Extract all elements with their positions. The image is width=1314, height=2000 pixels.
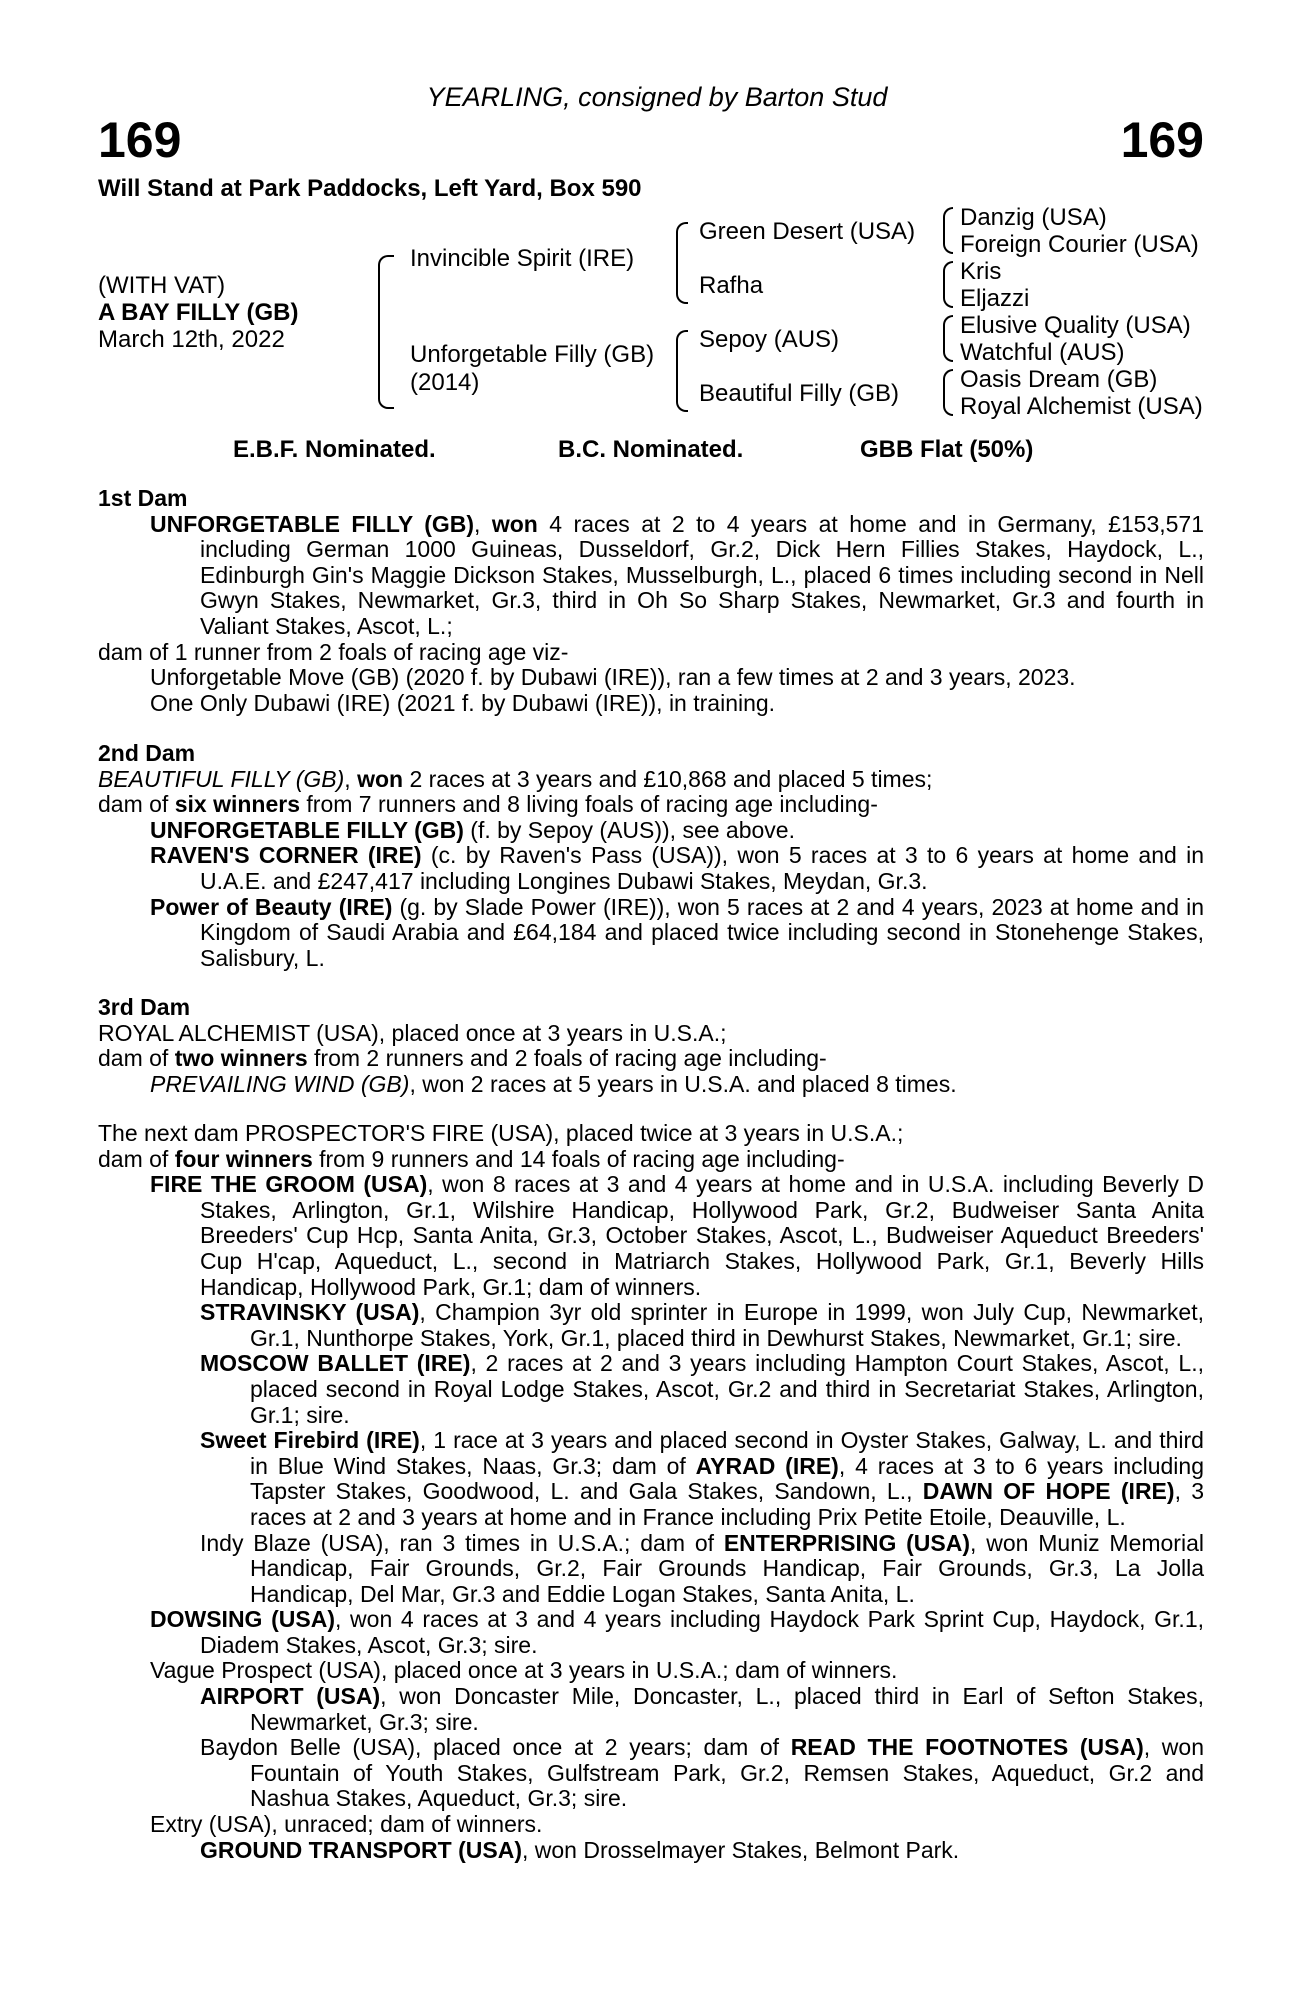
pedigree-gen3-1: Danzig (USA) [960, 204, 1107, 231]
produce-prevailing-wind [98, 1072, 1204, 1098]
produce-unforgetable-filly [98, 818, 1204, 844]
produce-indy-blaze [98, 1531, 1204, 1608]
produce-name: AIRPORT (USA) [200, 1683, 381, 1710]
first-dam-heading: 1st Dam [98, 485, 188, 511]
produce-text: , won Fountain of Youth Stakes, Gulfstream Park, Gr.2, Remsen Stakes, Aqueduct, Gr.2 and Nashua Stakes, Aqueduct, Gr.3; sire. [250, 1734, 1204, 1812]
horse-name: A BAY FILLY (GB) [98, 299, 299, 326]
third-dam-heading: 3rd Dam [98, 994, 191, 1020]
produce-text: , won Muniz Memorial Handicap, Fair Grounds, Gr.2, Fair Grounds Handicap, Fair Grounds, Gr.3, La Jolla Handicap, Del Mar, Gr.3 and Eddie Logan Stakes, Santa Anita, L. [250, 1529, 1204, 1607]
dam-of-pre: dam of [98, 791, 175, 818]
consignment-line: YEARLING, consigned by Barton Stud [426, 82, 888, 112]
lot-number-left: 169 [98, 112, 182, 168]
first-dam-produce-1: Unforgetable Move (GB) (2020 f. by Dubawi (IRE)), ran a few times at 2 and 3 years, 2023. [150, 664, 1076, 691]
brace-gen1 [378, 255, 394, 409]
second-dam-record: BEAUTIFUL FILLY (GB), won 2 races at 3 years and £10,868 and placed 5 times; [98, 765, 933, 792]
subject-block [98, 272, 298, 353]
next-dam-dam-of [98, 1147, 1204, 1173]
second-dam-won: won [357, 765, 404, 792]
brace-g3-4 [943, 369, 953, 416]
produce-name: GROUND TRANSPORT (USA) [200, 1836, 522, 1863]
next-dam-line: The next dam PROSPECTOR'S FIRE (USA), placed twice at 3 years in U.S.A.; [98, 1120, 904, 1146]
pedigree-gen3-3: Kris [960, 258, 1002, 285]
first-dam-record: UNFORGETABLE FILLY (GB), won 4 races at 2 to 4 years at home and in Germany, £153,571 including German 1000 Guineas, Dusseldorf, Gr.2, Dick Hern Fillies Stakes, Haydock, L., Edinburgh Gin's Maggie Dickson Stakes, Musselburgh, L., placed 6 times including second in Nell Gwyn Stakes, Newmarket, Gr.3, third in Oh So Sharp Stakes, Newmarket, Gr.3 and fourth in Valiant Stakes, Ascot, L.; [150, 510, 1205, 639]
winners-count: two winners [174, 1045, 308, 1072]
pedigree-gen3-6: Watchful (AUS) [960, 339, 1125, 366]
winners-count: four winners [174, 1145, 313, 1172]
vat-note: (WITH VAT) [98, 272, 226, 299]
next-dam-section [98, 1121, 1204, 1863]
produce-name: FIRE THE GROOM (USA) [150, 1171, 428, 1198]
lot-number-right: 169 [1120, 112, 1204, 168]
second-dam-heading: 2nd Dam [98, 740, 196, 766]
produce-text: , 1 race at 3 years and placed second in Oyster Stakes, Galway, L. and third in Blue Wind Stakes, Naas, Gr.3; dam of [250, 1427, 1204, 1479]
produce-text: Baydon Belle (USA), placed once at 2 years; dam of [200, 1734, 791, 1761]
produce-airport [98, 1684, 1204, 1735]
produce-name: MOSCOW BALLET (IRE) [200, 1350, 471, 1377]
produce-stravinsky [98, 1300, 1204, 1351]
foaling-date: March 12th, 2022 [98, 326, 285, 353]
nomination-ebf: E.B.F. Nominated. [233, 436, 436, 463]
produce-extry: Extry (USA), unraced; dam of winners. [150, 1811, 543, 1838]
first-dam-won: won [491, 510, 538, 537]
produce-text: , won 4 races at 3 and 4 years including Haydock Park Sprint Cup, Haydock, Gr.1, Diadem Stakes, Ascot, Gr.3; sire. [200, 1606, 1204, 1658]
pedigree-gen3-2: Foreign Courier (USA) [960, 231, 1199, 258]
second-dam-name: BEAUTIFUL FILLY (GB) [98, 765, 345, 792]
produce-name: STRAVINSKY (USA) [200, 1299, 420, 1326]
produce-text: , won Drosselmayer Stakes, Belmont Park. [522, 1836, 960, 1863]
brace-g3-3 [943, 315, 953, 362]
produce-fire-the-groom [98, 1172, 1204, 1300]
produce-text: , 4 races at 3 to 6 years including Tapster Stakes, Goodwood, L. and Gala Stakes, Sandown, L., [250, 1452, 1204, 1505]
produce-name: ENTERPRISING (USA) [723, 1529, 971, 1556]
nomination-bc: B.C. Nominated. [558, 436, 744, 463]
pedigree-gen3-4: Eljazzi [960, 285, 1030, 312]
brace-sire-line [676, 222, 688, 304]
produce-name: UNFORGETABLE FILLY (GB) [150, 816, 464, 843]
pedigree-sire-sire: Green Desert (USA) [699, 218, 916, 245]
produce-name: AYRAD (IRE) [695, 1452, 839, 1479]
brace-g3-1 [943, 207, 953, 254]
brace-g3-2 [943, 261, 953, 308]
second-dam-dam-of [98, 792, 1204, 818]
dam-of-pre: dam of [98, 1145, 175, 1172]
produce-text: , won Doncaster Mile, Doncaster, L., placed third in Earl of Sefton Stakes, Newmarket, Gr.3; sire. [250, 1683, 1204, 1735]
produce-text: (f. by Sepoy (AUS)), see above. [463, 816, 795, 843]
first-dam-name: UNFORGETABLE FILLY (GB) [150, 510, 475, 537]
pedigree-gen3-5: Elusive Quality (USA) [960, 312, 1191, 339]
dam-of-post: from 9 runners and 14 foals of racing age including- [312, 1145, 845, 1172]
nomination-gbb: GBB Flat (50%) [860, 436, 1034, 463]
pedigree-dam-sire: Sepoy (AUS) [699, 326, 840, 353]
produce-vague-prospect: Vague Prospect (USA), placed once at 3 years in U.S.A.; dam of winners. [150, 1657, 898, 1684]
first-dam-section [98, 486, 1204, 716]
second-dam-record-text: 2 races at 3 years and £10,868 and placed 5 times; [403, 765, 933, 792]
pedigree-gen3-8: Royal Alchemist (USA) [960, 393, 1203, 420]
produce-name: DOWSING (USA) [150, 1606, 335, 1633]
produce-text: (c. by Raven's Pass (USA)), won 5 races at 3 to 6 years at home and in U.A.E. and £247,417 including Longines Dubawi Stakes, Meydan, Gr.3. [200, 842, 1204, 894]
dam-of-post: from 2 runners and 2 foals of racing age including- [307, 1045, 827, 1072]
produce-text: Indy Blaze (USA), ran 3 times in U.S.A.; dam of [200, 1529, 724, 1556]
produce-text: (g. by Slade Power (IRE)), won 5 races at 2 and 4 years, 2023 at home and in Kingdom of Saudi Arabia and £64,184 and placed twice including second in Stonehenge Stakes, Salisbury, L. [200, 893, 1204, 971]
second-dam-section [98, 741, 1204, 971]
winners-count: six winners [174, 791, 300, 818]
pedigree-dam-dam: Beautiful Filly (GB) [699, 380, 900, 407]
pedigree-gen3-7: Oasis Dream (GB) [960, 366, 1158, 393]
pedigree-sire: Invincible Spirit (IRE) [410, 245, 635, 272]
pedigree-dam-year: (2014) [410, 369, 480, 396]
third-dam-section [98, 995, 1204, 1097]
stand-location: Will Stand at Park Paddocks, Left Yard, Box 590 [98, 175, 642, 202]
produce-ground-transport [98, 1838, 1204, 1864]
produce-baydon-belle [98, 1735, 1204, 1812]
first-dam-record-text: 4 races at 2 to 4 years at home and in Germany, £153,571 including German 1000 Guineas, Dusseldorf, Gr.2, Dick Hern Fillies Stakes, Haydock, L., Edinburgh Gin's Maggie Dickson Stakes, Musselburgh, L., placed 6 times including second in Nell Gwyn Stakes, Newmarket, Gr.3, third in Oh So Sharp Stakes, Newmarket, Gr.3 and fourth in Valiant Stakes, Ascot, L.; [200, 510, 1205, 639]
produce-text: , won 8 races at 3 and 4 years at home and in U.S.A. including Beverly D Stakes, Arlington, Gr.1, Wilshire Handicap, Hollywood Park, Gr.2, Budweiser Santa Anita Breeders' Cup Hcp, Santa Anita, Gr.3, October Stakes, Ascot, L., Budweiser Aqueduct Breeders' Cup H'cap, Aqueduct, L., second in Matriarch Stakes, Hollywood Park, Gr.1, Beverly Hills Handicap, Hollywood Park, Gr.1; dam of winners. [200, 1171, 1204, 1300]
produce-name: PREVAILING WIND (GB) [150, 1070, 410, 1097]
first-dam-produce-2: One Only Dubawi (IRE) (2021 f. by Dubawi (IRE)), in training. [150, 689, 776, 716]
dam-of-pre: dam of [98, 1045, 175, 1072]
produce-text: , 2 races at 2 and 3 years including Hampton Court Stakes, Ascot, L., placed second in Royal Lodge Stakes, Ascot, Gr.2 and third in Secretariat Stakes, Arlington, Gr.1; sire. [250, 1350, 1205, 1428]
pedigree-sire-dam: Rafha [699, 272, 764, 299]
produce-name: RAVEN'S CORNER (IRE) [150, 842, 422, 869]
produce-name: Power of Beauty (IRE) [150, 893, 393, 920]
dam-of-post: from 7 runners and 8 living foals of racing age including- [300, 791, 878, 818]
produce-name: DAWN OF HOPE (IRE) [922, 1478, 1175, 1505]
produce-dowsing [98, 1607, 1204, 1658]
produce-moscow-ballet [98, 1351, 1204, 1428]
produce-text: , Champion 3yr old sprinter in Europe in 1999, won July Cup, Newmarket, Gr.1, Nunthorpe Stakes, York, Gr.1, placed third in Dewhurst Stakes, Newmarket, Gr.1; sire. [250, 1299, 1205, 1351]
produce-ravens-corner [98, 843, 1204, 894]
produce-name: READ THE FOOTNOTES (USA) [790, 1734, 1144, 1761]
third-dam-dam-of [98, 1046, 1204, 1072]
produce-power-of-beauty [98, 895, 1204, 972]
first-dam-dam-of: dam of 1 runner from 2 foals of racing age viz- [98, 638, 569, 665]
brace-dam-line [676, 330, 688, 412]
produce-name: Sweet Firebird (IRE) [200, 1427, 420, 1454]
produce-text: , won 2 races at 5 years in U.S.A. and placed 8 times. [409, 1070, 957, 1097]
pedigree-dam: Unforgetable Filly (GB) [410, 341, 655, 368]
produce-sweet-firebird [98, 1428, 1204, 1530]
produce-text: , 3 races at 2 and 3 years at home and in France including Prix Petite Etoile, Deauville, L. [250, 1478, 1204, 1530]
third-dam-line: ROYAL ALCHEMIST (USA), placed once at 3 years in U.S.A.; [98, 1019, 727, 1046]
